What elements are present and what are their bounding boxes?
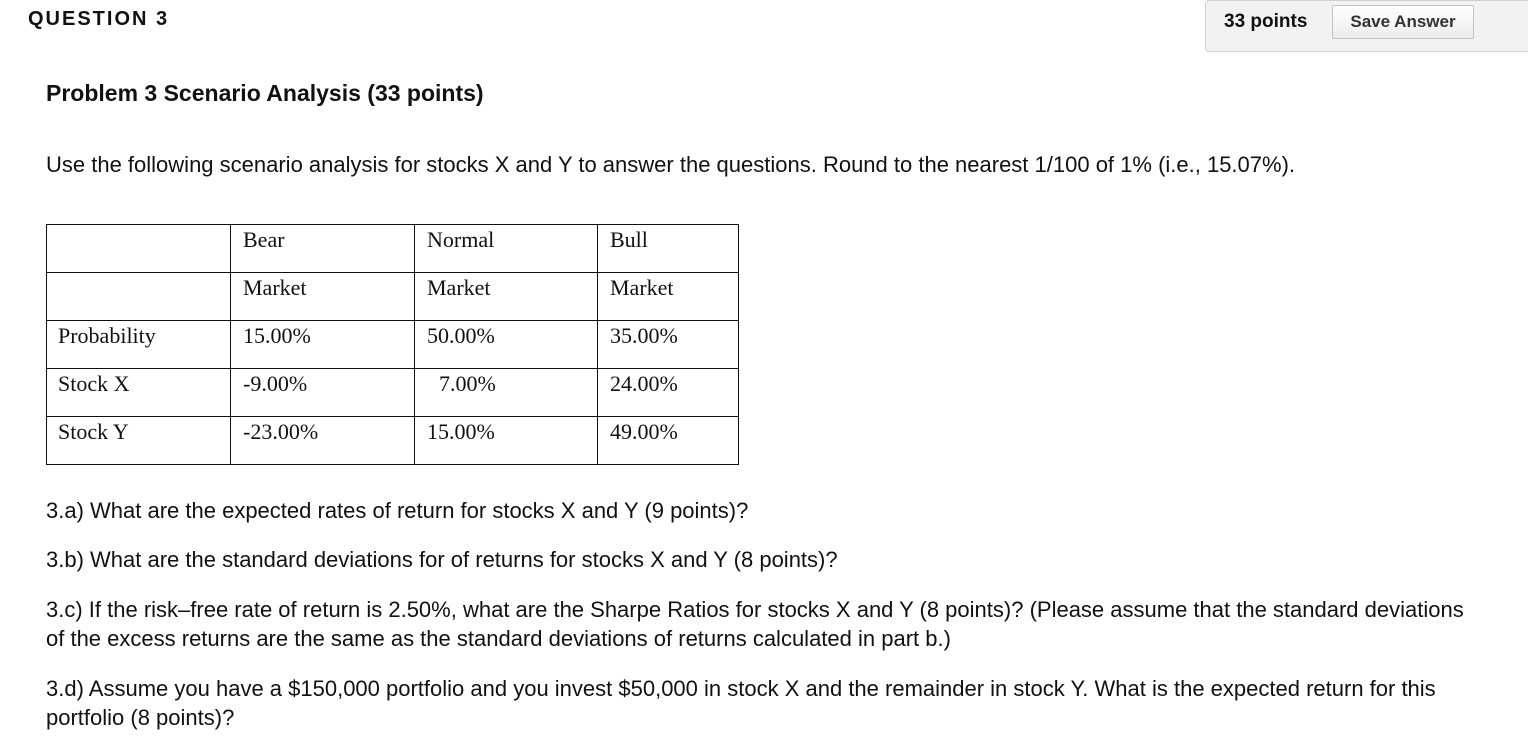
table-header-row	[47, 225, 739, 273]
row-label: Stock X	[47, 369, 231, 417]
question-3b: 3.b) What are the standard deviations for of returns for stocks X and Y (8 points)?	[46, 547, 838, 572]
row-label: Probability	[47, 321, 231, 369]
table-header-row	[47, 273, 739, 321]
table-cell: -23.00%	[231, 417, 415, 465]
row-label: Stock Y	[47, 417, 231, 465]
points-panel	[1205, 0, 1528, 52]
table-cell: -9.00%	[231, 369, 415, 417]
problem-title: Problem 3 Scenario Analysis (33 points)	[46, 80, 484, 106]
points-value: 33 points	[1224, 11, 1308, 32]
table-header-cell: Market	[598, 273, 739, 321]
question-3a: 3.a) What are the expected rates of return for stocks X and Y (9 points)?	[46, 498, 749, 523]
problem-instructions: Use the following scenario analysis for stocks X and Y to answer the questions. Round to the nearest 1/100 of 1% (i.e., 15.07%).	[46, 152, 1296, 177]
table-header-cell: Normal	[415, 225, 598, 273]
table-cell	[47, 225, 231, 273]
table-cell: 50.00%	[415, 321, 598, 369]
question-number-heading: QUESTION 3	[28, 8, 170, 30]
table-row	[47, 417, 739, 465]
table-cell: 7.00%	[415, 369, 598, 417]
table-header-cell: Market	[231, 273, 415, 321]
table-header-cell: Market	[415, 273, 598, 321]
question-3d: 3.d) Assume you have a $150,000 portfolio and you invest $50,000 in stock X and the remainder in stock Y. What is the expected return for this portfolio (8 points)?	[46, 676, 1436, 730]
table-row	[47, 369, 739, 417]
question-3c: 3.c) If the risk–free rate of return is 2.50%, what are the Sharpe Ratios for stocks X and Y (8 points)? (Please assume that the standard deviations of the excess returns are the same as the standard deviations of returns calculated in part b.)	[46, 597, 1464, 651]
table-cell: 49.00%	[598, 417, 739, 465]
table-cell: 15.00%	[231, 321, 415, 369]
table-row	[47, 321, 739, 369]
table-cell	[47, 273, 231, 321]
table-cell: 35.00%	[598, 321, 739, 369]
save-answer-button[interactable]: Save Answer	[1332, 5, 1474, 39]
table-cell: 15.00%	[415, 417, 598, 465]
table-cell: 24.00%	[598, 369, 739, 417]
scenario-table	[46, 224, 739, 465]
table-header-cell: Bear	[231, 225, 415, 273]
table-header-cell: Bull	[598, 225, 739, 273]
